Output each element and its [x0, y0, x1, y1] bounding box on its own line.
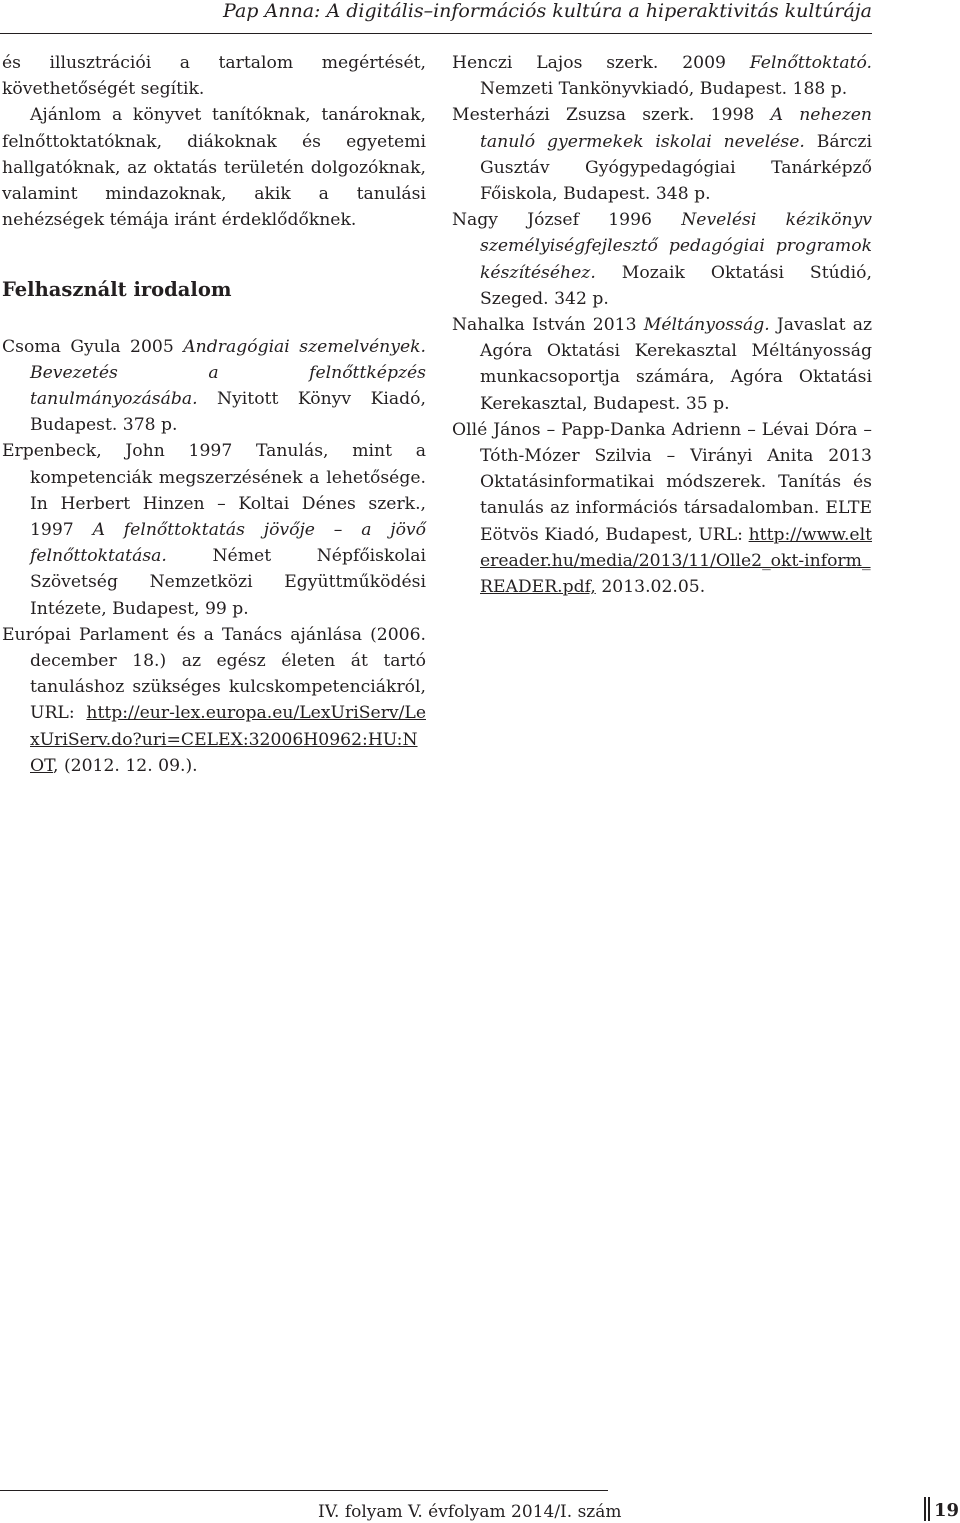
ref-author: Ollé János – Papp-Danka Adrienn – Lévai Dóra – Tóth-Mózer Szilvia – Virányi Anita 2013 Oktatásinformatikai módszerek. Tanítás és tanulás az információs társadalomban. ELTE Eötvös Kiadó, Budapest, URL:	[452, 419, 872, 545]
page-marker-bar	[928, 1497, 930, 1521]
ref-publisher: Német Népfőiskolai Szövetség Nemzetközi Együttműködési Intézete, Budapest, 99 p.	[30, 546, 426, 619]
reference-item	[452, 417, 872, 600]
ref-date: , (2012. 12. 09.).	[53, 755, 198, 776]
reference-item	[2, 622, 426, 779]
ref-author: Mesterházi Zsuzsa szerk. 1998	[452, 105, 771, 126]
issue-info: IV. folyam V. évfolyam 2014/I. szám	[318, 1502, 622, 1522]
ref-author: Henczi Lajos szerk. 2009	[452, 53, 750, 73]
running-title: Pap Anna: A digitális–információs kultúra a hiperaktivitás kultúrája	[223, 0, 872, 22]
intro-continuation: és illusztrációi a tartalom megértését, követhetőségét segítik.	[2, 53, 426, 100]
ref-author: Nagy József 1996	[452, 210, 682, 231]
ref-author: Nahalka István 2013	[452, 315, 644, 336]
reference-item	[2, 334, 426, 439]
ref-title: Andragógiai szemelvények. Bevezetés a felnőttképzés tanulmányozásába.	[30, 336, 426, 410]
ref-url-link[interactable]: http://eur-lex.europa.eu/LexUriServ/LexUriServ.do?uri=CELEX:32006H0962:HU:NOT	[30, 703, 426, 776]
ref-publisher: Nemzeti Tankönyvkiadó, Budapest. 188 p.	[480, 79, 848, 100]
ref-title: A felnőttoktatás jövője – a jövő felnőttoktatása.	[30, 520, 426, 567]
reference-item	[452, 50, 872, 102]
reference-item	[452, 207, 872, 312]
ref-date: 2013.02.05.	[595, 577, 706, 598]
ref-author: Erpenbeck, John 1997 Tanulás, mint a kompetenciák megszerzésének a lehetősége. In Herbert Hinzen – Koltai Dénes szerk., 1997	[2, 441, 426, 541]
reference-item	[452, 312, 872, 417]
ref-title: Méltányosság.	[643, 315, 770, 336]
ref-publisher: Bárczi Gusztáv Gyógypedagógiai Tanárképző Főiskola, Budapest. 348 p.	[480, 131, 872, 205]
ref-publisher: Nyitott Könyv Kiadó, Budapest. 378 p.	[30, 389, 426, 436]
reference-item	[452, 102, 872, 207]
right-column	[452, 50, 872, 600]
ref-title: Felnőttoktató.	[749, 53, 872, 73]
page-number: 19	[934, 1500, 960, 1521]
reference-item	[2, 438, 426, 621]
ref-author: Csoma Gyula 2005	[2, 336, 184, 357]
ref-title: A nehezen tanuló gyermekek iskolai nevelése.	[480, 105, 872, 152]
intro-paragraph: Ajánlom a könyvet tanítóknak, tanároknak, felnőttoktatóknak, diákoknak és egyetemi hallgatóknak, az oktatás területén dolgozóknak, valamint mindazoknak, akik a tanulási nehézségek témája iránt érdeklődőknek.	[2, 105, 426, 231]
ref-title: Nevelési kézikönyv személyiségfejlesztő pedagógiai programok készítéséhez.	[480, 210, 873, 283]
ref-author: Európai Parlament és a Tanács ajánlása (2006. december 18.) az egész életen át tartó tanuláshoz szükséges kulcskompetenciákról, URL:	[2, 624, 426, 724]
footer-rule	[0, 1490, 608, 1491]
ref-publisher: Javaslat az Agóra Oktatási Kerekasztal Méltányosság munkacsoportja számára, Agóra Oktatási Kerekasztal, Budapest. 35 p.	[480, 315, 873, 414]
ref-publisher: Mozaik Oktatási Stúdió, Szeged. 342 p.	[480, 262, 872, 309]
ref-url-link[interactable]: http://www.eltereader.hu/media/2013/11/Olle2_okt-inform_READER.pdf,	[480, 524, 872, 598]
header-rule	[0, 33, 872, 34]
page-marker-bar	[924, 1497, 926, 1521]
left-column	[2, 50, 426, 779]
section-heading: Felhasznált irodalom	[2, 278, 232, 302]
